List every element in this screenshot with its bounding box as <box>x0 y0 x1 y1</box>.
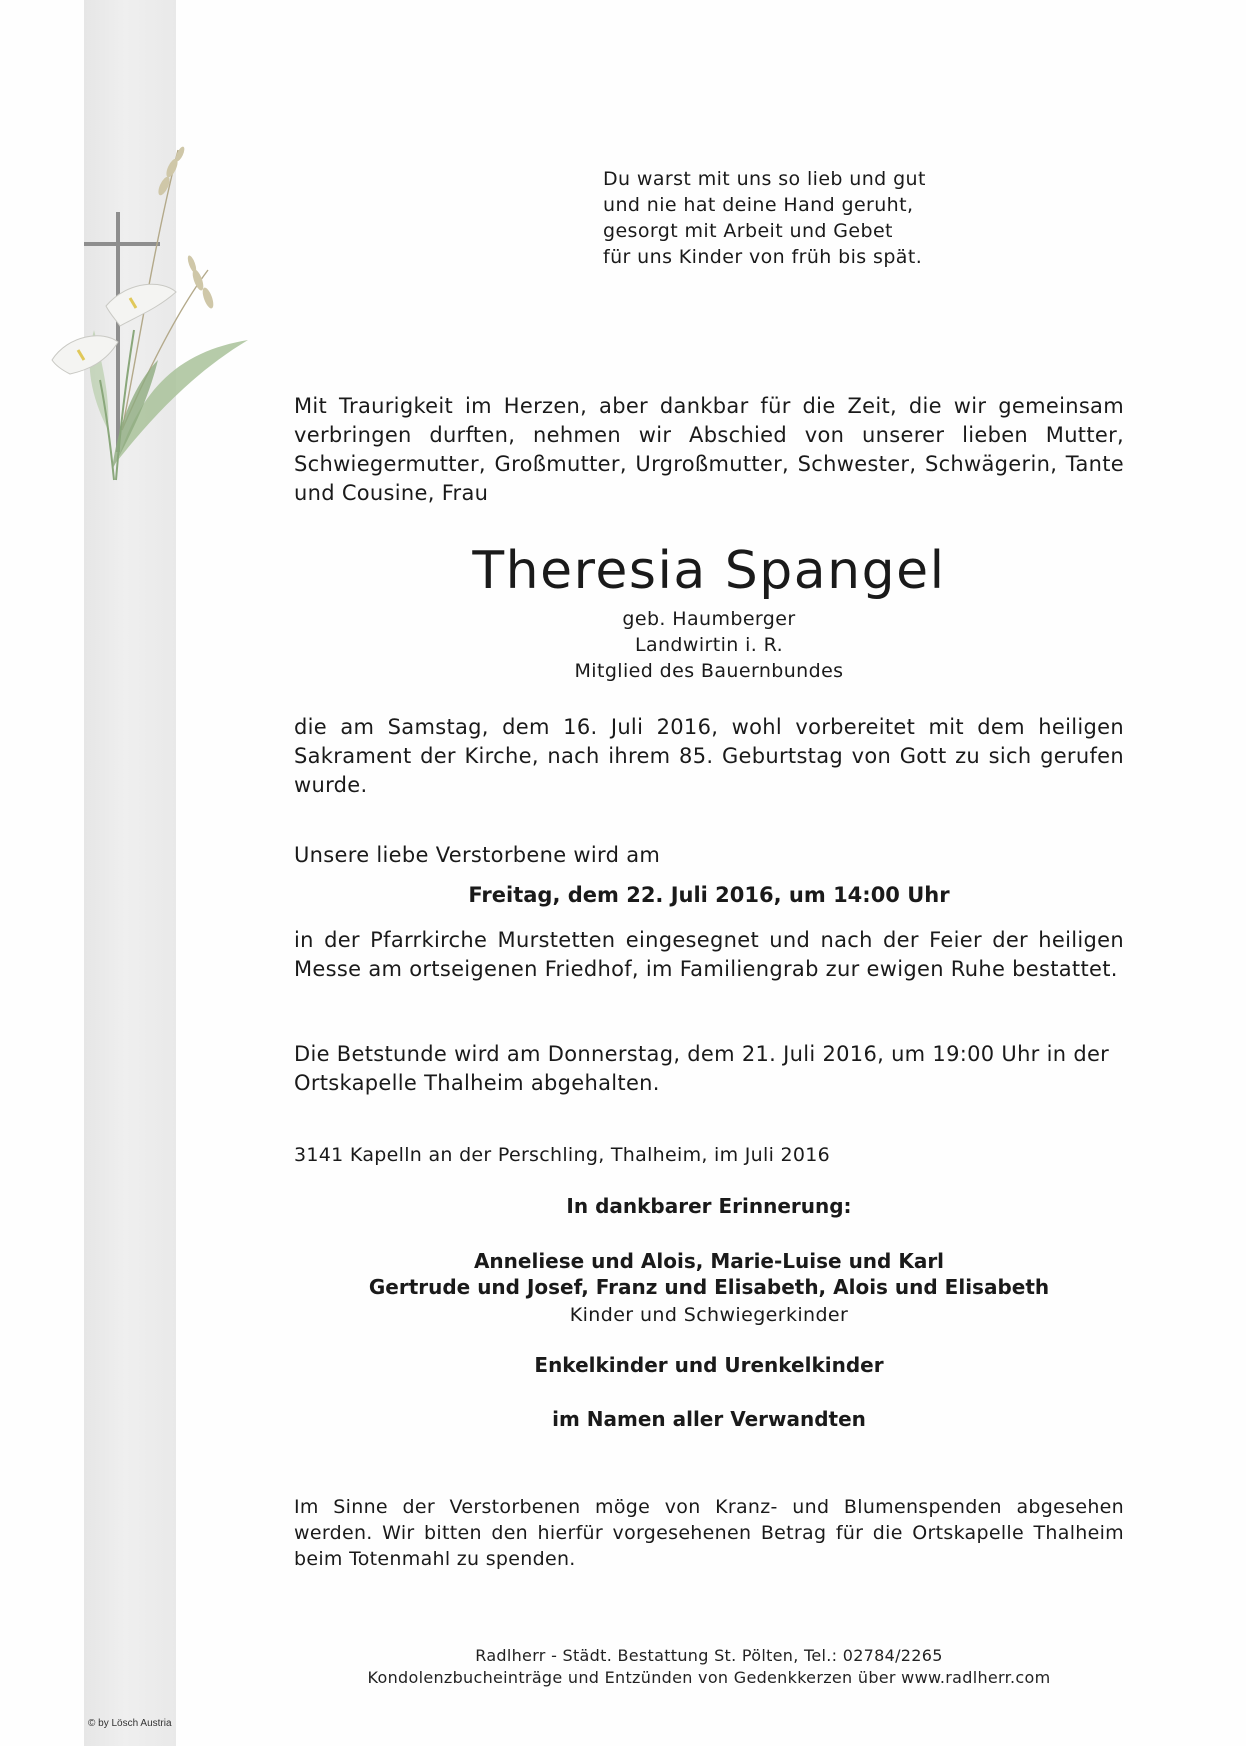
poem <box>603 166 1023 270</box>
cross-lily-icon <box>48 130 258 550</box>
funeral-date: Freitag, dem 22. Juli 2016, um 14:00 Uhr <box>468 883 950 907</box>
funeral-intro: Unsere liebe Verstorbene wird am <box>294 843 661 867</box>
poem-line: für uns Kinder von früh bis spät. <box>603 246 923 268</box>
maiden-name: geb. Haumberger <box>622 608 796 630</box>
funeral-home-info: Radlherr - Städt. Bestattung St. Pölten, Tel.: 02784/2265 <box>475 1646 943 1665</box>
poem-line: gesorgt mit Arbeit und Gebet <box>603 220 893 242</box>
membership: Mitglied des Bauernbundes <box>574 660 844 682</box>
prayer-hour: Die Betstunde wird am Donnerstag, dem 21. Juli 2016, um 19:00 Uhr in der Ortskapelle Thalheim abgehalten. <box>294 1042 1110 1095</box>
intro-paragraph: Mit Traurigkeit im Herzen, aber dankbar für die Zeit, die wir gemeinsam verbringen durften, nehmen wir Abschied von unserer lieben Mutter, Schwiegermutter, Großmutter, Urgroßmutter, Schwester, Schwägerin, Tante und Cousine, Frau <box>294 394 1124 505</box>
poem-line: und nie hat deine Hand geruht, <box>603 194 914 216</box>
grandchildren: Enkelkinder und Urenkelkinder <box>534 1353 884 1377</box>
children-line: Gertrude und Josef, Franz und Elisabeth, Alois und Elisabeth <box>368 1275 1050 1299</box>
place-date: 3141 Kapelln an der Perschling, Thalheim, im Juli 2016 <box>294 1144 831 1166</box>
funeral-details: in der Pfarrkirche Murstetten eingesegnet und nach der Feier der heiligen Messe am ortseigenen Friedhof, im Familiengrab zur ewigen Ruhe bestattet. <box>294 928 1124 981</box>
occupation: Landwirtin i. R. <box>634 634 784 656</box>
children-label: Kinder und Schwiegerkinder <box>569 1304 849 1326</box>
children-line: Anneliese und Alois, Marie-Luise und Karl <box>473 1249 945 1273</box>
relatives: im Namen aller Verwandten <box>552 1407 866 1431</box>
poem-line: Du warst mit uns so lieb und gut <box>603 168 926 190</box>
donation-note: Im Sinne der Verstorbenen möge von Kranz- und Blumenspenden abgesehen werden. Wir bitten den hierfür vorgesehenen Betrag für die Ortskapelle Thalheim beim Totenmahl zu spenden. <box>294 1496 1124 1570</box>
deceased-name: Theresia Spangel <box>472 541 946 601</box>
copyright: © by Lösch Austria <box>88 1718 172 1729</box>
mourners-heading: In dankbarer Erinnerung: <box>566 1194 852 1218</box>
death-paragraph: die am Samstag, dem 16. Juli 2016, wohl vorbereitet mit dem heiligen Sakrament der Kirche, nach ihrem 85. Geburtstag von Gott zu sich gerufen wurde. <box>294 715 1124 797</box>
condolence-info: Kondolenzbucheinträge und Entzünden von Gedenkkerzen über www.radlherr.com <box>367 1668 1051 1687</box>
